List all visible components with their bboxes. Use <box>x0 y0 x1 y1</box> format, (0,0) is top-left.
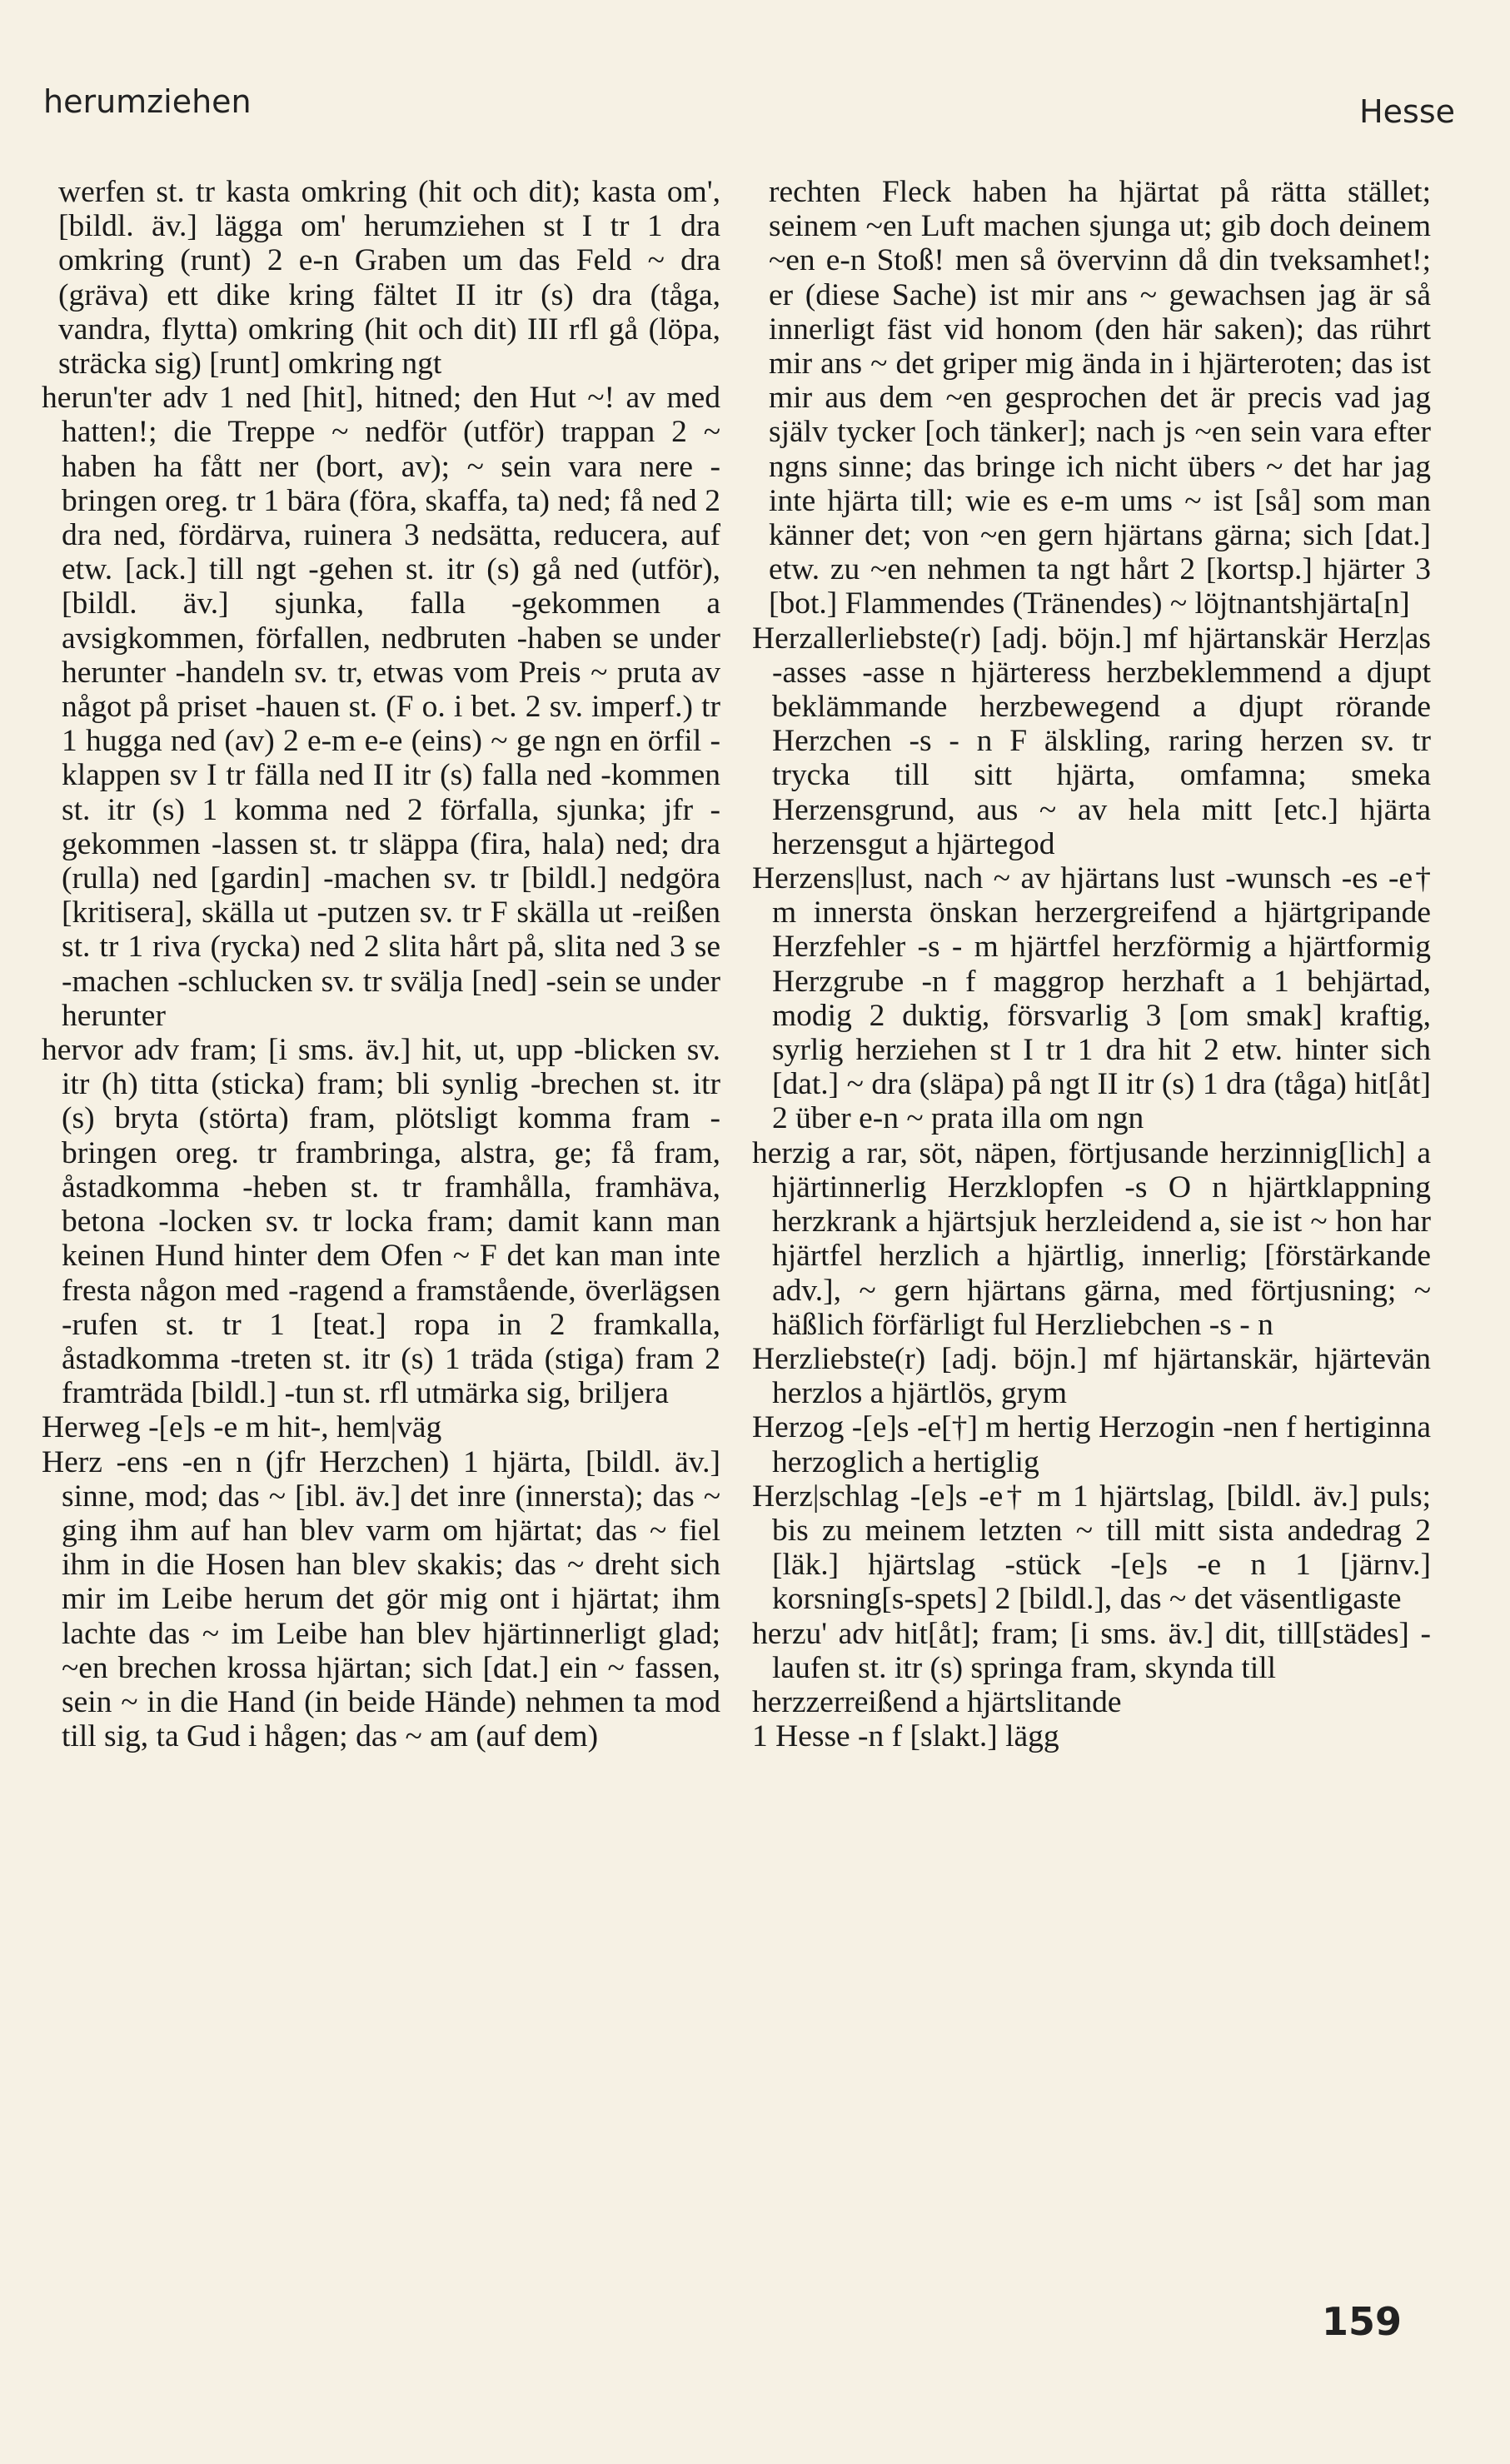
dictionary-entry: hervor adv fram; [i sms. äv.] hit, ut, upp -blicken sv. itr (h) titta (sticka) fram; bli synlig -brechen st. itr (s) bryta (störta) fram, plötsligt komma fram -bringen oreg. tr frambringa, alstra, ge; få fram, åstadkomma -heben st. tr framhålla, framhäva, betona -locken sv. tr locka fram; damit kann man keinen Hund hinter dem Ofen ~ F det kan man inte fresta någon med -ragend a framstående, överlägsen -rufen st. tr 1 [teat.] ropa in 2 framkalla, åstadkomma -treten st. itr (s) 1 träda (stiga) fram 2 framträda [bildl.] -tun st. rfl utmärka sig, briljera <box>42 1033 720 1411</box>
dictionary-entry: rechten Fleck haben ha hjärtat på rätta stället; seinem ~en Luft machen sjunga ut; gib doch deinem ~en e-n Stoß! men så övervinn då din tveksamhet!; er (diese Sache) ist mir ans ~ gewachsen jag är så innerligt fäst vid honom (den här saken); das rührt mir ans ~ det griper mig ända in i hjärteroten; das ist mir aus dem ~en gesprochen det är precis vad jag själv tycker [och tänker]; nach js ~en sein vara efter ngns sinne; das bringe ich nicht übers ~ det har jag inte hjärta till; wie es e-m ums ~ ist [så] som man känner det; von ~en gern hjärtans gärna; sich [dat.] etw. zu ~en nehmen ta ngt hårt 2 [kortsp.] hjärter 3 [bot.] Flammendes (Tränendes) ~ löjtnantshjärta[n] <box>769 175 1431 621</box>
right-column <box>752 175 1431 1753</box>
dictionary-entry: 1 Hesse -n f [slakt.] lägg <box>752 1719 1059 1754</box>
dictionary-entry: Herzliebste(r) [adj. böjn.] mf hjärtanskär, hjärtevän herzlos a hjärtlös, grym <box>752 1341 1431 1411</box>
dictionary-entry: herzig a rar, söt, näpen, förtjusande herzinnig[lich] a hjärtinnerlig Herzklopfen -s O n hjärtklappning herzkrank a hjärtsjuk herzleidend a, sie ist ~ hon har hjärtfel herzlich a hjärtlig, innerlig; [förstärkande adv.], ~ gern hjärtans gärna, med förtjusning; ~ häßlich förfärligt ful Herzliebchen -s - n <box>752 1135 1431 1342</box>
running-head-left: herumziehen <box>43 83 252 120</box>
dictionary-entry: herzu' adv hit[åt]; fram; [i sms. äv.] dit, till[städes] -laufen st. itr (s) springa fram, skynda till <box>752 1616 1431 1685</box>
page-number: 159 <box>1321 2299 1402 2344</box>
dictionary-entry: Herz -ens -en n (jfr Herzchen) 1 hjärta, [bildl. äv.] sinne, mod; das ~ [ibl. äv.] det inre (innersta); das ~ ging ihm auf han blev varm om hjärtat; das ~ fiel ihm in die Hosen han blev skakis; das ~ dreht sich mir im Leibe herum det gör mig ont i hjärtat; ihm lachte das ~ im Leibe han blev hjärtinnerligt glad; ~en brechen krossa hjärtan; sich [dat.] ein ~ fassen, sein ~ in die Hand (in beide Hände) nehmen ta mod till sig, ta Gud i hågen; das ~ am (auf dem) <box>42 1444 720 1754</box>
dictionary-entry: Herzens|lust, nach ~ av hjärtans lust -wunsch -es -e† m innersta önskan herzergreifend a hjärtgripande Herzfehler -s - m hjärtfel herzförmig a hjärtformig Herzgrube -n f maggrop herzhaft a 1 behjärtad, modig 2 duktig, försvarlig 3 [om smak] kraftig, syrlig herziehen st I tr 1 dra hit 2 etw. hinter sich [dat.] ~ dra (släpa) på ngt II itr (s) 1 dra (tåga) hit[åt] 2 über e-n ~ prata illa om ngn <box>752 861 1431 1136</box>
running-head-right: Hesse <box>1359 93 1455 130</box>
dictionary-entry: Herz|schlag -[e]s -e† m 1 hjärtslag, [bildl. äv.] puls; bis zu meinem letzten ~ till mitt sista andedrag 2 [läk.] hjärtslag -stück -[e]s -e n 1 [järnv.] korsning[s-spets] 2 [bildl.], das ~ det väsentligaste <box>752 1479 1431 1617</box>
dictionary-entry: Herzog -[e]s -e[†] m hertig Herzogin -nen f hertiginna herzoglich a hertiglig <box>752 1410 1431 1479</box>
left-column <box>42 175 720 1753</box>
dictionary-entry: herzzerreißend a hjärtslitande <box>752 1684 1122 1719</box>
dictionary-entry: herun'ter adv 1 ned [hit], hitned; den Hut ~! av med hatten!; die Treppe ~ nedför (utför) trappan 2 ~ haben ha fått ner (bort, av); ~ sein vara nere -bringen oreg. tr 1 bära (föra, skaffa, ta) ned; få ned 2 dra ned, fördärva, ruinera 3 nedsätta, reducera, auf etw. [ack.] till ngt -gehen st. itr (s) gå ned (utför), [bildl. äv.] sjunka, falla -gekommen a avsigkommen, förfallen, nedbruten -haben se under herunter -handeln sv. tr, etwas vom Preis ~ pruta av något på priset -hauen st. (F o. i bet. 2 sv. imperf.) tr 1 hugga ned (av) 2 e-m e-e (eins) ~ ge ngn en örfil -klappen sv I tr fälla ned II itr (s) falla ned -kommen st. itr (s) 1 komma ned 2 förfalla, sjunka; jfr -gekommen -lassen st. tr släppa (fira, hala) ned; dra (rulla) ned [gardin] -machen sv. tr [bildl.] nedgöra [kritisera], skälla ut -putzen sv. tr F skälla ut -reißen st. tr 1 riva (rycka) ned 2 slita hårt på, slita ned 3 se -machen -schlucken sv. tr svälja [ned] -sein se under herunter <box>42 381 720 1033</box>
dictionary-entry: werfen st. tr kasta omkring (hit och dit); kasta om', [bildl. äv.] lägga om' herumziehen st I tr 1 dra omkring (runt) 2 e-n Graben um das Feld ~ dra (gräva) ett dike kring fältet II itr (s) dra (tåga, vandra, flytta) omkring (hit och dit) III rfl gå (löpa, sträcka sig) [runt] omkring ngt <box>58 175 720 382</box>
dictionary-entry: Herweg -[e]s -e m hit-, hem|väg <box>42 1410 442 1445</box>
dictionary-entry: Herzallerliebste(r) [adj. böjn.] mf hjärtanskär Herz|as -asses -asse n hjärteress herzbeklemmend a djupt beklämmande herzbewegend a djupt rörande Herzchen -s - n F älskling, raring herzen sv. tr trycka till sitt hjärta, omfamna; smeka Herzensgrund, aus ~ av hela mitt [etc.] hjärta herzensgut a hjärtegod <box>752 621 1431 861</box>
